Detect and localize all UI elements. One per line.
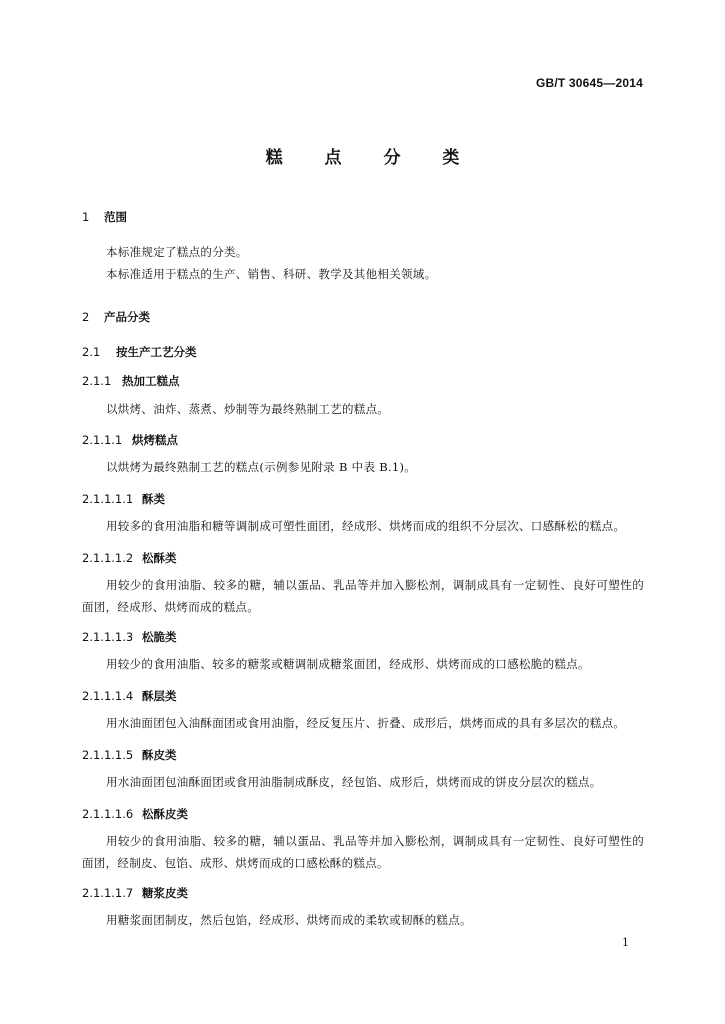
page-number: 1 [622, 936, 629, 949]
section-number: 2.1.1 [82, 374, 112, 388]
section-number: 2.1.1.1.1 [82, 492, 134, 506]
section-title: 松酥皮类 [142, 807, 188, 821]
section-heading-2 [82, 309, 150, 325]
section-number: 2.1.1.1 [82, 433, 123, 447]
section-heading-2-1-1-1-6 [82, 806, 188, 822]
section-number: 2.1.1.1.4 [82, 689, 134, 703]
section-number: 1 [82, 210, 90, 224]
paragraph: 本标准适用于糕点的生产、销售、科研、教学及其他相关领域。 [106, 267, 437, 281]
paragraph: 以烘烤为最终熟制工艺的糕点(示例参见附录 B 中表 B.1)。 [106, 460, 417, 474]
section-title: 酥类 [142, 492, 165, 506]
section-heading-2-1 [82, 344, 197, 360]
paragraph: 本标准规定了糕点的分类。 [106, 245, 248, 259]
paragraph: 用水油面团包油酥面团或食用油脂制成酥皮，经包馅、成形后，烘烤而成的饼皮分层次的糕点。 [106, 775, 602, 789]
paragraph: 用较少的食用油脂、较多的糖浆或糖调制成糖浆面团，经成形、烘烤而成的口感松脆的糕点。 [106, 657, 590, 671]
section-title: 酥皮类 [142, 748, 177, 762]
section-title: 糖浆皮类 [142, 886, 188, 900]
section-heading-2-1-1-1-7 [82, 885, 188, 901]
paragraph: 用较多的食用油脂和糖等调制成可塑性面团，经成形、烘烤而成的组织不分层次、口感酥松的糕点。 [106, 519, 626, 533]
section-number: 2 [82, 310, 90, 324]
paragraph: 用较少的食用油脂、较多的糖，辅以蛋品、乳品等并加入膨松剂，调制成具有一定韧性、良好可塑性的面团，经成形、烘烤而成的糕点。 [82, 578, 644, 614]
paragraph: 用较少的食用油脂、较多的糖，辅以蛋品、乳品等并加入膨松剂，调制成具有一定韧性、良好可塑性的面团，经制皮、包馅、成形、烘烤而成的口感松酥的糕点。 [82, 834, 644, 870]
section-title: 酥层类 [142, 689, 177, 703]
section-heading-2-1-1 [82, 373, 180, 389]
section-number: 2.1.1.1.3 [82, 630, 134, 644]
section-title: 范围 [104, 210, 127, 224]
section-heading-2-1-1-1 [82, 432, 178, 448]
paragraph: 以烘烤、油炸、蒸煮、炒制等为最终熟制工艺的糕点。 [106, 402, 390, 416]
section-heading-2-1-1-1-3 [82, 629, 177, 645]
section-title: 松酥类 [142, 551, 177, 565]
section-number: 2.1.1.1.6 [82, 807, 134, 821]
section-heading-1 [82, 209, 127, 225]
section-heading-2-1-1-1-1 [82, 491, 165, 507]
section-number: 2.1.1.1.7 [82, 886, 134, 900]
section-number: 2.1 [82, 345, 101, 359]
section-heading-2-1-1-1-5 [82, 747, 177, 763]
standard-number: GB/T 30645—2014 [535, 76, 643, 90]
section-title: 产品分类 [104, 310, 150, 324]
paragraph: 用糖浆面团制皮，然后包馅，经成形、烘烤而成的柔软或韧酥的糕点。 [106, 913, 472, 927]
section-number: 2.1.1.1.5 [82, 748, 134, 762]
section-title: 按生产工艺分类 [116, 345, 197, 359]
section-title: 烘烤糕点 [132, 433, 178, 447]
document-title: 糕 点 分 类 [265, 148, 478, 168]
section-heading-2-1-1-1-4 [82, 688, 177, 704]
section-title: 松脆类 [142, 630, 177, 644]
paragraph: 用水油面团包入油酥面团或食用油脂，经反复压片、折叠、成形后，烘烤而成的具有多层次的糕点。 [106, 716, 626, 730]
section-title: 热加工糕点 [122, 374, 180, 388]
section-number: 2.1.1.1.2 [82, 551, 134, 565]
section-heading-2-1-1-1-2 [82, 550, 177, 566]
